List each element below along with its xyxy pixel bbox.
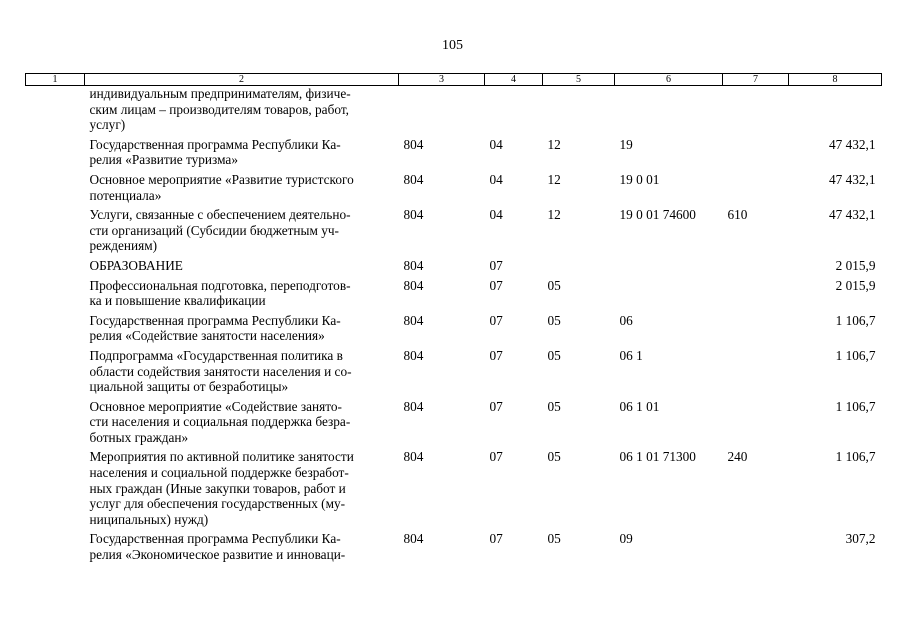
cell-col-6 (615, 278, 723, 313)
cell-amount (789, 86, 882, 137)
header-row (26, 74, 882, 86)
cell-col-4: 07 (489, 347, 503, 363)
header-col-6: 6 (615, 74, 723, 86)
cell-col-6: 06 1 (619, 347, 643, 363)
cell-col-1 (26, 531, 85, 566)
cell-col-1 (26, 348, 85, 399)
cell-amount: 2 015,9 (835, 277, 876, 293)
cell-col-5: 12 (547, 171, 561, 187)
cell-amount: 1 106,7 (835, 449, 876, 465)
cell-amount: 47 432,1 (828, 136, 876, 152)
cell-col-6 (615, 86, 723, 137)
cell-col-1 (26, 313, 85, 348)
cell-col-5: 05 (547, 312, 561, 328)
cell-name: Мероприятия по активной политике занятости населения и социальной поддержке безработ- ных граждан (Иные закупки товаров, работ и услуг для обеспечения государственных (му- ниципальных) нужд) (89, 449, 354, 527)
cell-col-1 (26, 278, 85, 313)
cell-col-7: 610 (727, 207, 748, 223)
cell-col-7 (723, 278, 789, 313)
cell-col-1 (26, 207, 85, 258)
header-col-2: 2 (85, 74, 399, 86)
header-col-8: 8 (789, 74, 882, 86)
cell-col-6: 09 (619, 531, 633, 547)
table-row (26, 258, 882, 278)
cell-name: Основное мероприятие «Развитие туристского потенциала» (89, 171, 354, 203)
cell-col-7 (723, 313, 789, 348)
cell-col-7 (723, 86, 789, 137)
cell-name: Государственная программа Республики Ка- релия «Развитие туризма» (89, 136, 341, 168)
table-row (26, 86, 882, 137)
cell-col-5: 05 (547, 531, 561, 547)
cell-col-3 (399, 86, 485, 137)
cell-col-1 (26, 399, 85, 450)
cell-col-5 (543, 258, 615, 278)
cell-amount: 1 106,7 (835, 312, 876, 328)
cell-col-4: 04 (489, 207, 503, 223)
table-row (26, 137, 882, 172)
cell-col-1 (26, 172, 85, 207)
cell-col-7 (723, 172, 789, 207)
cell-col-6: 19 (619, 136, 633, 152)
table-row (26, 313, 882, 348)
cell-name: ОБРАЗОВАНИЕ (89, 257, 183, 273)
cell-col-7 (723, 399, 789, 450)
cell-col-4: 04 (489, 136, 503, 152)
cell-col-7: 240 (727, 449, 748, 465)
cell-col-4: 07 (489, 257, 503, 273)
cell-amount: 47 432,1 (828, 171, 876, 187)
cell-col-5: 05 (547, 449, 561, 465)
cell-col-4: 07 (489, 312, 503, 328)
cell-col-7 (723, 348, 789, 399)
cell-name: Подпрограмма «Государственная политика в области содействия занятости населения и со- циальной защиты от безработицы» (89, 347, 352, 395)
cell-col-3: 804 (403, 449, 424, 465)
header-col-3: 3 (399, 74, 485, 86)
cell-col-6: 06 1 01 71300 (619, 449, 696, 465)
table-row (26, 531, 882, 566)
table-body (26, 86, 882, 567)
cell-col-7 (723, 531, 789, 566)
header-col-7: 7 (723, 74, 789, 86)
cell-col-4: 04 (489, 171, 503, 187)
cell-col-4 (485, 86, 543, 137)
cell-name: Профессиональная подготовка, переподготов- ка и повышение квалификации (89, 277, 351, 309)
cell-name: Государственная программа Республики Ка- релия «Содействие занятости населения» (89, 312, 341, 344)
cell-col-1 (26, 86, 85, 137)
cell-col-5: 12 (547, 207, 561, 223)
cell-col-3: 804 (403, 531, 424, 547)
cell-col-4: 07 (489, 531, 503, 547)
cell-amount: 1 106,7 (835, 398, 876, 414)
cell-name: Государственная программа Республики Ка- релия «Экономическое развитие и инноваци- (89, 531, 346, 563)
cell-col-5: 12 (547, 136, 561, 152)
cell-col-6 (615, 258, 723, 278)
cell-amount: 2 015,9 (835, 257, 876, 273)
cell-col-3: 804 (403, 398, 424, 414)
cell-col-3: 804 (403, 277, 424, 293)
table-row (26, 207, 882, 258)
cell-col-1 (26, 449, 85, 531)
cell-col-6: 19 0 01 74600 (619, 207, 696, 223)
cell-amount: 1 106,7 (835, 347, 876, 363)
header-col-5: 5 (543, 74, 615, 86)
page-number: 105 (442, 38, 463, 53)
cell-col-4: 07 (489, 398, 503, 414)
table-row (26, 278, 882, 313)
cell-col-5: 05 (547, 277, 561, 293)
cell-col-5: 05 (547, 347, 561, 363)
cell-col-5 (543, 86, 615, 137)
cell-amount: 47 432,1 (828, 207, 876, 223)
cell-col-6: 06 1 01 (619, 398, 660, 414)
cell-col-7 (723, 258, 789, 278)
cell-name: индивидуальным предпринимателям, физиче- ским лицам – производителям товаров, работ, услуг) (89, 86, 351, 133)
cell-col-5: 05 (547, 398, 561, 414)
header-col-4: 4 (485, 74, 543, 86)
budget-table (25, 73, 882, 567)
cell-col-4: 07 (489, 277, 503, 293)
cell-col-7 (723, 137, 789, 172)
cell-col-6: 06 (619, 312, 633, 328)
cell-col-3: 804 (403, 207, 424, 223)
table-header (26, 74, 882, 86)
cell-col-6: 19 0 01 (619, 171, 660, 187)
cell-col-3: 804 (403, 171, 424, 187)
table-row (26, 172, 882, 207)
table-row (26, 449, 882, 531)
cell-col-4: 07 (489, 449, 503, 465)
cell-name: Основное мероприятие «Содействие занято- сти населения и социальная поддержка безра- ботных граждан» (89, 398, 351, 445)
cell-col-3: 804 (403, 312, 424, 328)
cell-col-1 (26, 137, 85, 172)
cell-col-1 (26, 258, 85, 278)
cell-name: Услуги, связанные с обеспечением деятельно- сти организаций (Субсидии бюджетным уч- реждениям) (89, 207, 351, 254)
table-row (26, 399, 882, 450)
header-col-1: 1 (26, 74, 85, 86)
cell-col-3: 804 (403, 136, 424, 152)
cell-col-3: 804 (403, 257, 424, 273)
cell-col-3: 804 (403, 347, 424, 363)
table-row (26, 348, 882, 399)
cell-amount: 307,2 (845, 531, 876, 547)
